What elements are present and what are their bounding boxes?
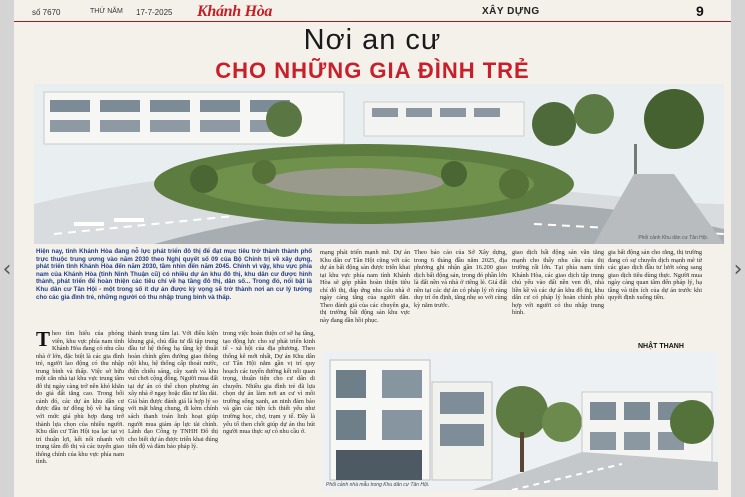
drop-cap: T: [36, 330, 51, 351]
article-column-2: thành trung tâm lại. Với điều kiện khung giá, chủ đầu tư đã tập trung đầu tư hệ thống hạ tầng kỹ thuật hoàn chỉnh gồm đường giao thông nội khu, hệ thống cấp thoát nước, điện chiếu sáng, cây xanh và khu vui chơi cộng đồng. Người mua đất tại dự án có thể chọn phương án xây nhà ở ngay hoặc đầu tư lâu dài. Giá bán được đánh giá là hợp lý so với mặt bằng chung, đi kèm chính sách thanh toán linh hoạt giúp người mua giảm áp lực tài chính. Lãnh đạo Công ty TNHH Đô thị cho biết dự án được triển khai đúng tiến độ và đảm bảo pháp lý.: [128, 330, 218, 451]
page-number: 9: [696, 3, 704, 19]
article-column-6: giao dịch bất động sản vẫn tăng mạnh cho thấy nhu cầu của thị trường rất lớn. Tại phía nam tỉnh Khánh Hòa, các giao dịch tập trung chủ yếu vào đất nền ven đô, nhà liền kề và các dự án khu đô thị, khu dân cư có pháp lý hoàn chỉnh phù hợp với người có thu nhập trung bình.: [512, 249, 604, 317]
masthead-logo: Khánh Hòa: [197, 3, 273, 20]
article-column-7: gia bất động sản cho rằng, thị trường đang có sự chuyển dịch mạnh mẽ từ các giao dịch đầu tư lướt sóng sang giao dịch tiêu dùng thực. Người mua ngày càng quan tâm đến pháp lý, hạ tầng và tiện ích của dự án trước khi quyết định xuống tiền.: [608, 249, 702, 302]
author-byline: NHẬT THANH: [638, 343, 684, 350]
issue-day: THỨ NĂM: [90, 8, 123, 15]
previous-page-arrow-icon[interactable]: ‹: [2, 257, 12, 282]
article-column-5: Theo báo cáo của Sở Xây dựng, trong 6 tháng đầu năm 2025, địa phương ghi nhận gần 16.200 giao dịch bất động sản, trong đó phần lớn là đất nền và nhà ở riêng lẻ. Giá đất nền tại các dự án có pháp lý rõ ràng duy trì ổn định, tăng nhẹ so với cùng kỳ năm trước.: [414, 249, 507, 309]
article-subtitle: CHO NHỮNG GIA ĐÌNH TRẺ: [215, 58, 530, 83]
issue-date: 17-7-2025: [136, 8, 173, 17]
model-house-photo: [322, 352, 718, 490]
article-column-1: [36, 330, 124, 497]
aerial-render-illustration: [34, 84, 724, 244]
model-house-caption: Phối cảnh nhà mẫu trong Khu dân cư Tân Hội.: [326, 482, 430, 488]
article-column-4: mạng phát triển mạnh mẽ. Dự án Khu dân cư Tân Hội cũng với các dự án bất động sản được triển khai tại khu vực phía nam tỉnh Khánh Hòa sẽ góp phần hoàn thiện tiêu chí đô thị, đáp ứng nhu cầu nhà ở ngày càng tăng của người dân. Theo đánh giá của các chuyên gia, thị trường bất động sản khu vực này đang dần hồi phục.: [320, 249, 410, 324]
newspaper-page: [14, 0, 731, 497]
next-page-arrow-icon[interactable]: ›: [733, 257, 743, 282]
hero-photo: [34, 84, 724, 244]
section-name: XÂY DỰNG: [482, 6, 540, 17]
hero-caption: Phối cảnh Khu dân cư Tân Hội.: [638, 235, 708, 241]
issue-number: số 7670: [32, 8, 61, 17]
page-header: [14, 0, 731, 22]
column-1-text: heo tìm hiểu của phóng viên, khu vực phía nam tỉnh Khánh Hòa đang có nhu cầu nhà ở lớn, đặc biệt là các gia đình trẻ, người lao động có thu nhập trung bình và thấp. Việc sở hữu một căn nhà tại khu vực trung tâm đô thị ngày càng trở nên khó khăn do giá đất tăng cao. Trong bối cảnh đó, các dự án khu dân cư được đầu tư đồng bộ về hạ tầng với mức giá phù hợp đang trở thành lựa chọn của nhiều người. Khu dân cư Tân Hội tọa lạc tại vị trí thuận lợi, kết nối nhanh với trung tâm đô thị và các tuyến giao thông chính của khu vực phía nam tỉnh.: [36, 330, 124, 466]
article-title: Nơi an cư: [303, 24, 442, 56]
article-column-3: trong việc hoàn thiện cơ sở hạ tầng, tạo động lực cho sự phát triển kinh tế - xã hội của địa phương. Theo thống kê mới nhất, Dự án Khu dân cư Tân Hội nằm gần vị trí quy hoạch các tuyến đường kết nối quan trọng, thuận tiện cho cư dân di chuyển. Nhiều gia đình trẻ đã lựa chọn dự án làm nơi an cư vì môi trường sống xanh, an ninh đảm bảo và gần các tiện ích thiết yếu như trường học, chợ, trạm y tế. Đây là yếu tố then chốt giúp dự án thu hút người mua thực sự có nhu cầu ở.: [223, 330, 315, 436]
article-lead: Hiện nay, tỉnh Khánh Hòa đang nỗ lực phát triển đô thị để đạt mục tiêu trở thành thành phố trực thuộc trung ương vào năm 2030 theo Nghị quyết số 09 của Bộ Chính trị về xây dựng, phát triển tỉnh Khánh Hòa đến năm 2030, tầm nhìn đến năm 2045. Chính vì vậy, khu vực phía nam của Khánh Hòa (tỉnh Ninh Thuận cũ) có nhiều dự án khu đô thị, khu dân cư được hình thành, phát triển để hoàn thiện các tiêu chí về hạ tầng đô thị, dân số... Trong đó, nổi bật là Khu dân cư Tân Hội - một trong số ít dự án được kỳ vọng sẽ trở thành nơi an cư lý tưởng cho các gia đình trẻ, những người có thu nhập trung bình và thấp.: [36, 248, 312, 301]
townhouse-illustration: [322, 352, 718, 490]
